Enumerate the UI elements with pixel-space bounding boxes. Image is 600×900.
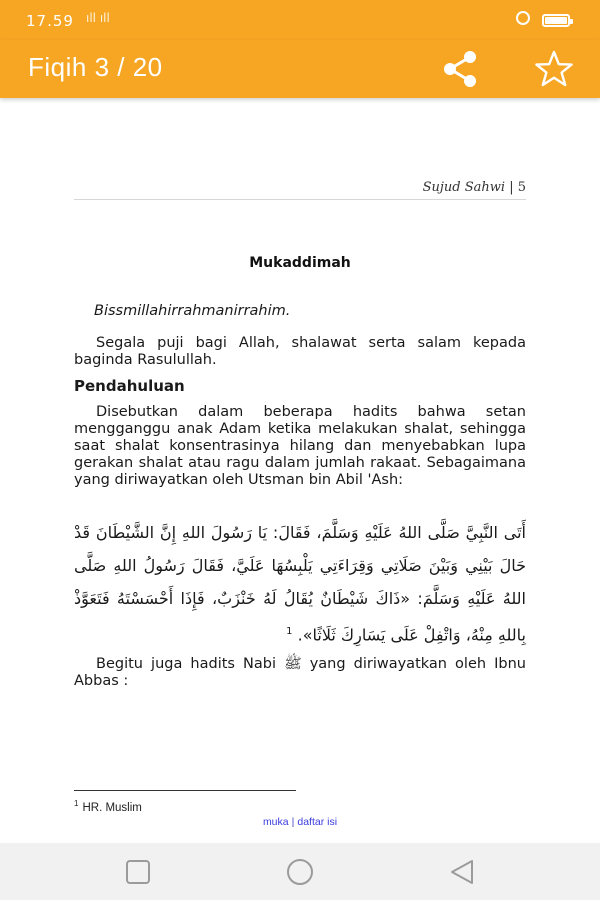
page-number: 5 (517, 180, 526, 195)
table-of-contents-link[interactable]: daftar isi (297, 816, 338, 828)
star-outline-icon (530, 46, 578, 92)
running-head (74, 180, 526, 195)
recent-apps-icon (118, 857, 158, 887)
footnote (74, 799, 142, 814)
arabic-hadith (74, 516, 526, 651)
back-button[interactable] (442, 857, 482, 887)
footnote-divider (74, 790, 296, 791)
status-bar (0, 0, 600, 40)
cover-link[interactable]: muka (262, 816, 289, 828)
page-links (0, 816, 600, 828)
app-title: Fiqih 3 / 20 (28, 52, 163, 82)
footnote-text: HR. Muslim (82, 801, 142, 814)
home-icon (280, 857, 320, 887)
header-divider (74, 199, 526, 200)
home-button[interactable] (280, 857, 320, 887)
arabic-hadith-text: أَتَى النَّبِيَّ صَلَّى اللهُ عَلَيْهِ وَسَلَّمَ، فَقَالَ: يَا رَسُولَ اللهِ إِنَّ الشَّيْطَانَ قَدْ حَالَ بَيْنِي وَبَيْنَ صَلَاتِي وَقِرَاءَتِي يَلْبِسُهَا عَلَيَّ، فَقَالَ رَسُولُ اللهِ صَلَّى اللهُ عَلَيْهِ وَسَلَّمَ: «ذَاكَ شَيْطَانٌ يُقَالُ لَهُ خَنْزَبٌ، فَإِذَا أَحْسَسْتَهُ فَتَعَوَّذْ بِاللهِ مِنْهُ، وَاتْفِلْ عَلَى يَسَارِكَ ثَلَاثًا». (74, 523, 526, 645)
back-icon (442, 857, 482, 887)
intro-paragraph: Disebutkan dalam beberapa hadits bahwa setan mengganggu anak Adam ketika melakukan shalat, sehingga saat shalat konsentrasinya hilang dan menyebabkan lupa gerakan shalat atau ragu dalam jumlah rakaat. Sebagaimana yang diriwayatkan oleh Utsman bin Abil 'Ash: (74, 404, 526, 488)
alarm-icon (516, 11, 530, 25)
battery-icon (542, 14, 570, 27)
running-head-section: Sujud Sahwi (422, 180, 506, 195)
status-time: 17.59 (26, 12, 74, 30)
section-heading: Pendahuluan (74, 377, 185, 395)
footnote-mark: 1 (74, 799, 79, 808)
app-bar (0, 40, 600, 98)
recent-apps-button[interactable] (118, 857, 158, 887)
page-title: Mukaddimah (249, 255, 351, 271)
bismillah-paragraph: Bissmillahirrahmanirrahim. (94, 303, 291, 319)
followup-paragraph: Begitu juga hadits Nabi ﷺ yang diriwayatkan oleh Ibnu Abbas : (74, 656, 526, 689)
link-separator: | (291, 816, 295, 828)
book-page (0, 98, 600, 843)
share-icon (436, 46, 484, 92)
signal-icon: ıll ıll (86, 11, 110, 25)
favorite-button[interactable] (530, 46, 578, 92)
opening-paragraph: Segala puji bagi Allah, shalawat serta salam kepada baginda Rasulullah. (74, 335, 526, 368)
footnote-reference[interactable]: 1 (286, 626, 293, 637)
share-button[interactable] (436, 46, 484, 92)
running-head-separator: | (509, 180, 514, 195)
navigation-bar (0, 843, 600, 900)
